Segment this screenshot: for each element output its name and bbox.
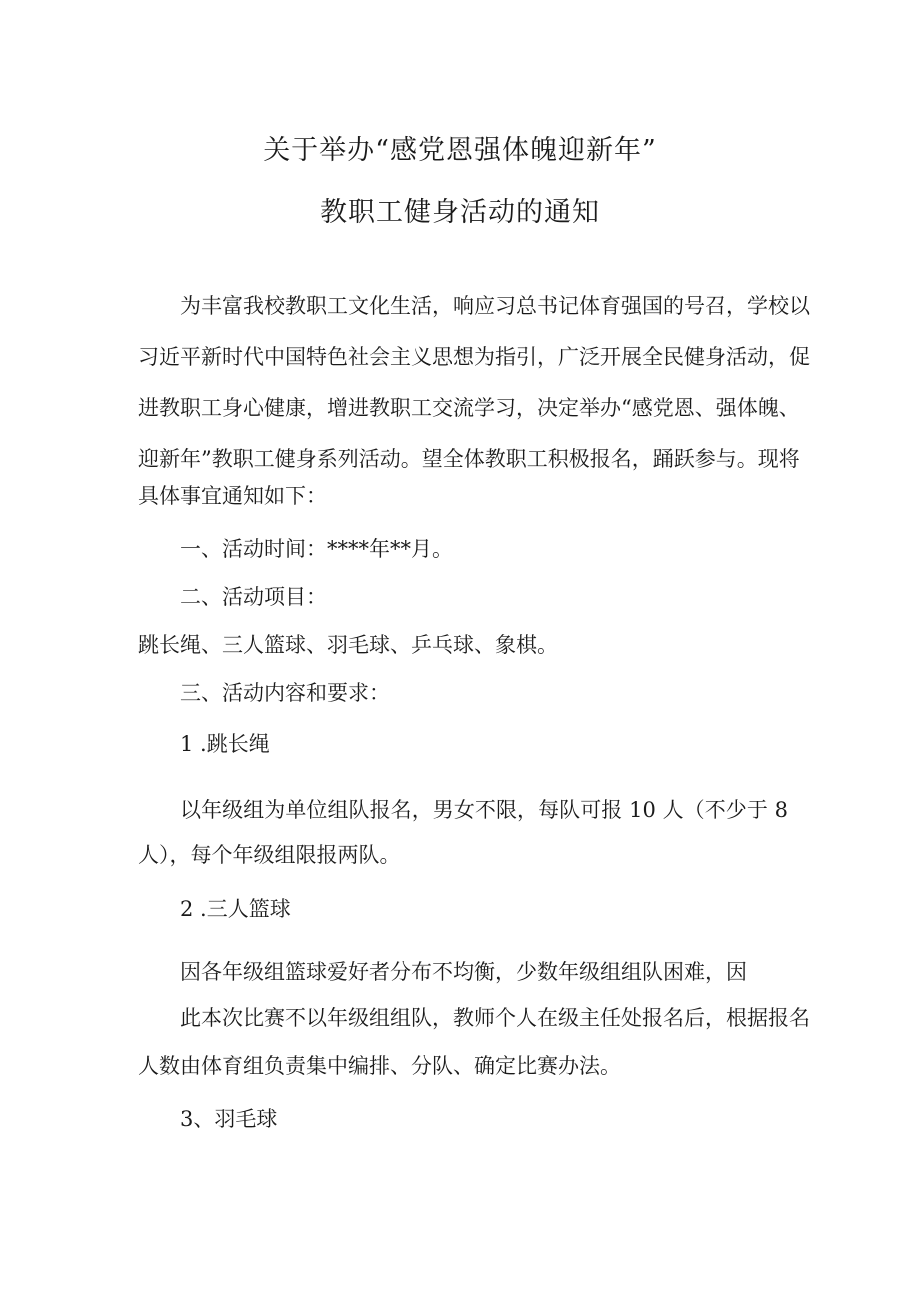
activity-items-list: 跳长绳、三人篮球、羽毛球、乒乓球、象棋。 <box>138 633 558 657</box>
document-title-line-2: 教职工健身活动的通知 <box>320 197 600 228</box>
section-3-heading: 三、活动内容和要求： <box>180 681 390 705</box>
item-1-heading: 1 .跳长绳 <box>180 732 270 756</box>
item-3-heading: 3、羽毛球 <box>180 1107 278 1131</box>
item-2-text-line-2: 此本次比赛不以年级组组队，教师个人在级主任处报名后，根据报名 <box>180 1006 810 1030</box>
item-2-text-line-1: 因各年级组篮球爱好者分布不均衡，少数年级组组队困难，因 <box>180 960 747 984</box>
intro-line-1: 为丰富我校教职工文化生活，响应习总书记体育强国的号召，学校以 <box>180 294 810 318</box>
document-title-line-1: 关于举办“感党恩强体魄迎新年” <box>263 135 657 166</box>
intro-line-4: 迎新年”教职工健身系列活动。望全体教职工积极报名，踊跃参与。现将 <box>138 447 800 471</box>
item-1-text-line-1: 以年级组为单位组队报名，男女不限，每队可报 10 人（不少于 8 <box>180 798 788 822</box>
intro-line-2: 习近平新时代中国特色社会主义思想为指引，广泛开展全民健身活动，促 <box>138 345 810 369</box>
intro-line-3: 进教职工身心健康，增进教职工交流学习，决定举办“感党恩、强体魄、 <box>138 396 800 420</box>
item-2-text-line-3: 人数由体育组负责集中编排、分队、确定比赛办法。 <box>138 1054 621 1078</box>
intro-line-5: 具体事宜通知如下： <box>138 484 327 508</box>
section-2-heading: 二、活动项目： <box>180 585 327 609</box>
section-1-time: 一、活动时间：****年**月。 <box>180 537 453 561</box>
item-1-text-line-2: 人），每个年级组限报两队。 <box>138 843 401 867</box>
item-2-heading: 2 .三人篮球 <box>180 897 291 921</box>
